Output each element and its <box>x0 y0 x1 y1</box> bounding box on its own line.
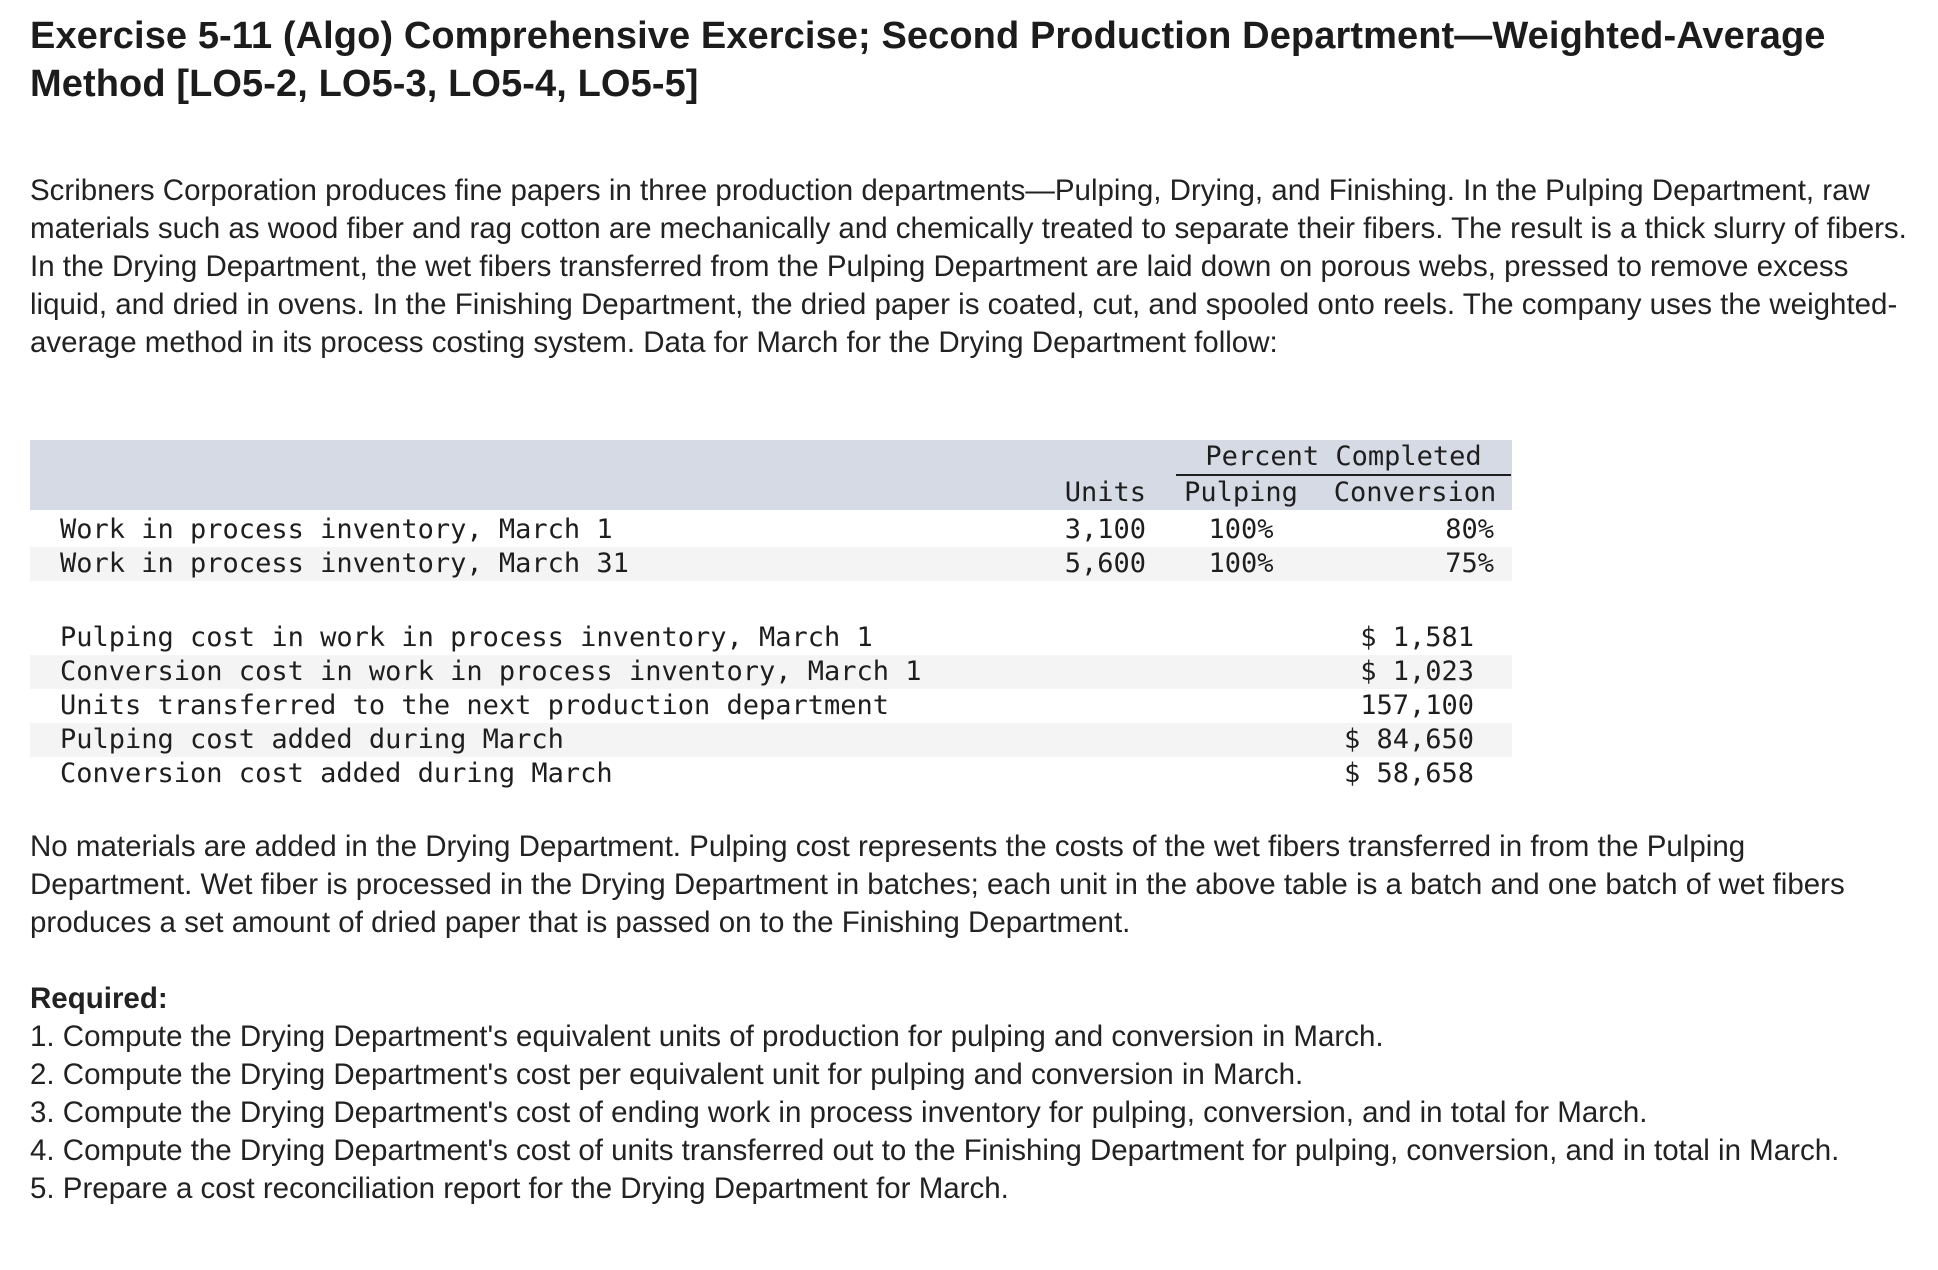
conversion-percent: 80% <box>1445 514 1494 545</box>
row-label: Pulping cost added during March <box>60 724 564 755</box>
cost-value: 157,100 <box>1360 690 1474 721</box>
row-label: Conversion cost in work in process inventory, March 1 <box>60 656 922 687</box>
note-paragraph: No materials are added in the Drying Department. Pulping cost represents the costs of the wet fibers transferred in from the Pulping Department. Wet fiber is processed in the Drying Department in batches; each unit in the above table is a batch and one batch of wet fibers produces a set amount of dried paper that is passed on to the Finishing Department. <box>30 830 1845 939</box>
pulping-column-header: Pulping <box>1184 477 1298 508</box>
conversion-percent: 75% <box>1445 548 1494 579</box>
units-value: 3,100 <box>1064 514 1146 545</box>
cost-value: $ 1,023 <box>1360 656 1474 687</box>
required-item: 4. Compute the Drying Department's cost of units transferred out to the Finishing Department for pulping, conversion, and in total in March. <box>30 1134 1840 1167</box>
pulping-percent: 100% <box>1208 514 1274 545</box>
units-value: 5,600 <box>1064 548 1146 579</box>
required-item: 3. Compute the Drying Department's cost of ending work in process inventory for pulping, conversion, and in total for March. <box>30 1096 1648 1129</box>
cost-value: $ 1,581 <box>1360 622 1474 653</box>
intro-paragraph: Scribners Corporation produces fine papers in three production departments—Pulping, Drying, and Finishing. In the Pulping Department, raw materials such as wood fiber and rag cotton are mechanically and chemically treated to separate their fibers. The result is a thick slurry of fibers. In the Drying Department, the wet fibers transferred from the Pulping Department are laid down on porous webs, pressed to remove excess liquid, and dried in ovens. In the Finishing Department, the dried paper is coated, cut, and spooled onto reels. The company uses the weighted-average method in its process costing system. Data for March for the Drying Department follow: <box>30 174 1907 359</box>
exercise-title: Exercise 5-11 (Algo) Comprehensive Exercise; Second Production Department—Weighted-Average Method [LO5-2, LO5-3, LO5-4, LO5-5] <box>30 15 1826 105</box>
cost-value: $ 84,650 <box>1343 724 1474 755</box>
percent-completed-header: Percent Completed <box>1205 441 1482 472</box>
row-label: Work in process inventory, March 1 <box>60 514 613 545</box>
row-label: Units transferred to the next production department <box>60 690 890 721</box>
cost-value: $ 58,658 <box>1343 758 1474 789</box>
units-column-header: Units <box>1064 477 1146 508</box>
required-item: 2. Compute the Drying Department's cost per equivalent unit for pulping and conversion in March. <box>30 1058 1304 1091</box>
row-label: Conversion cost added during March <box>60 758 613 789</box>
required-heading: Required: <box>30 982 168 1015</box>
required-item: 1. Compute the Drying Department's equivalent units of production for pulping and conversion in March. <box>30 1020 1384 1053</box>
pulping-percent: 100% <box>1208 548 1274 579</box>
required-section <box>30 980 1910 1208</box>
conversion-column-header: Conversion <box>1333 477 1497 508</box>
required-item: 5. Prepare a cost reconciliation report for the Drying Department for March. <box>30 1172 1009 1205</box>
row-label: Work in process inventory, March 31 <box>60 548 629 579</box>
row-label: Pulping cost in work in process inventory, March 1 <box>60 622 873 653</box>
